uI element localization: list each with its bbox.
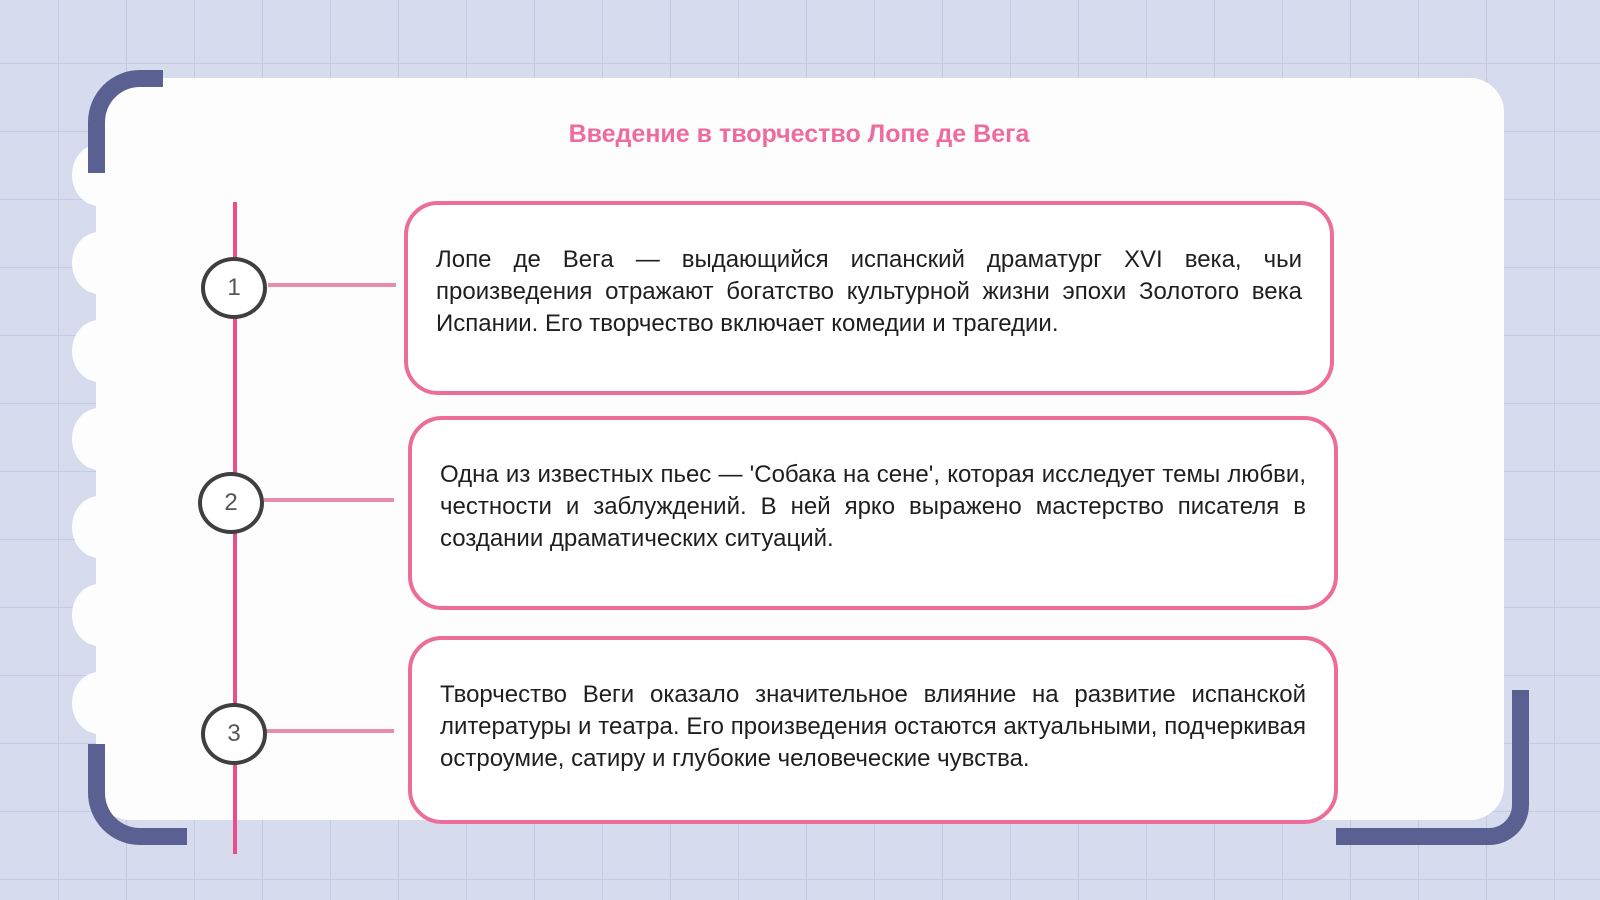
timeline-connector (266, 729, 394, 733)
info-box-text: Одна из известных пьес — 'Собака на сене', которая исследует темы любви, честности и заблуждений. В ней ярко выражено мастерство писателя в создании драматических ситуаций. (440, 461, 1306, 552)
timeline-marker-3 (201, 703, 267, 765)
timeline-marker-1 (201, 257, 267, 319)
card-edge-scallop (72, 232, 126, 294)
timeline-marker-2 (198, 472, 264, 534)
info-box-text: Лопе де Вега — выдающийся испанский драматург XVI века, чьи произведения отражают богатство культурной жизни эпохи Золотого века Испании. Его творчество включает комедии и трагедии. (436, 246, 1302, 337)
page-title: Введение в творчество Лопе де Вега (568, 120, 1030, 148)
timeline-connector (264, 498, 394, 502)
info-box-3 (408, 636, 1338, 824)
marker-number: 1 (227, 274, 241, 301)
corner-bracket-bottom-left (88, 744, 187, 845)
card-edge-scallop (72, 496, 126, 558)
marker-number: 3 (227, 720, 241, 747)
corner-bracket-bottom-right (1336, 690, 1529, 845)
info-box-1 (404, 201, 1334, 395)
card-edge-scallop (72, 320, 126, 382)
card-edge-scallop (72, 408, 126, 470)
info-box-2 (408, 416, 1338, 610)
timeline-connector (268, 283, 396, 287)
info-box-text: Творчество Веги оказало значительное влияние на развитие испанской литературы и театра. Его произведения остаются актуальными, подчеркивая остроумие, сатиру и глубокие человеческие чувства. (440, 681, 1306, 772)
card-edge-scallop (72, 672, 126, 734)
card-edge-scallop (72, 584, 126, 646)
marker-number: 2 (224, 489, 238, 516)
